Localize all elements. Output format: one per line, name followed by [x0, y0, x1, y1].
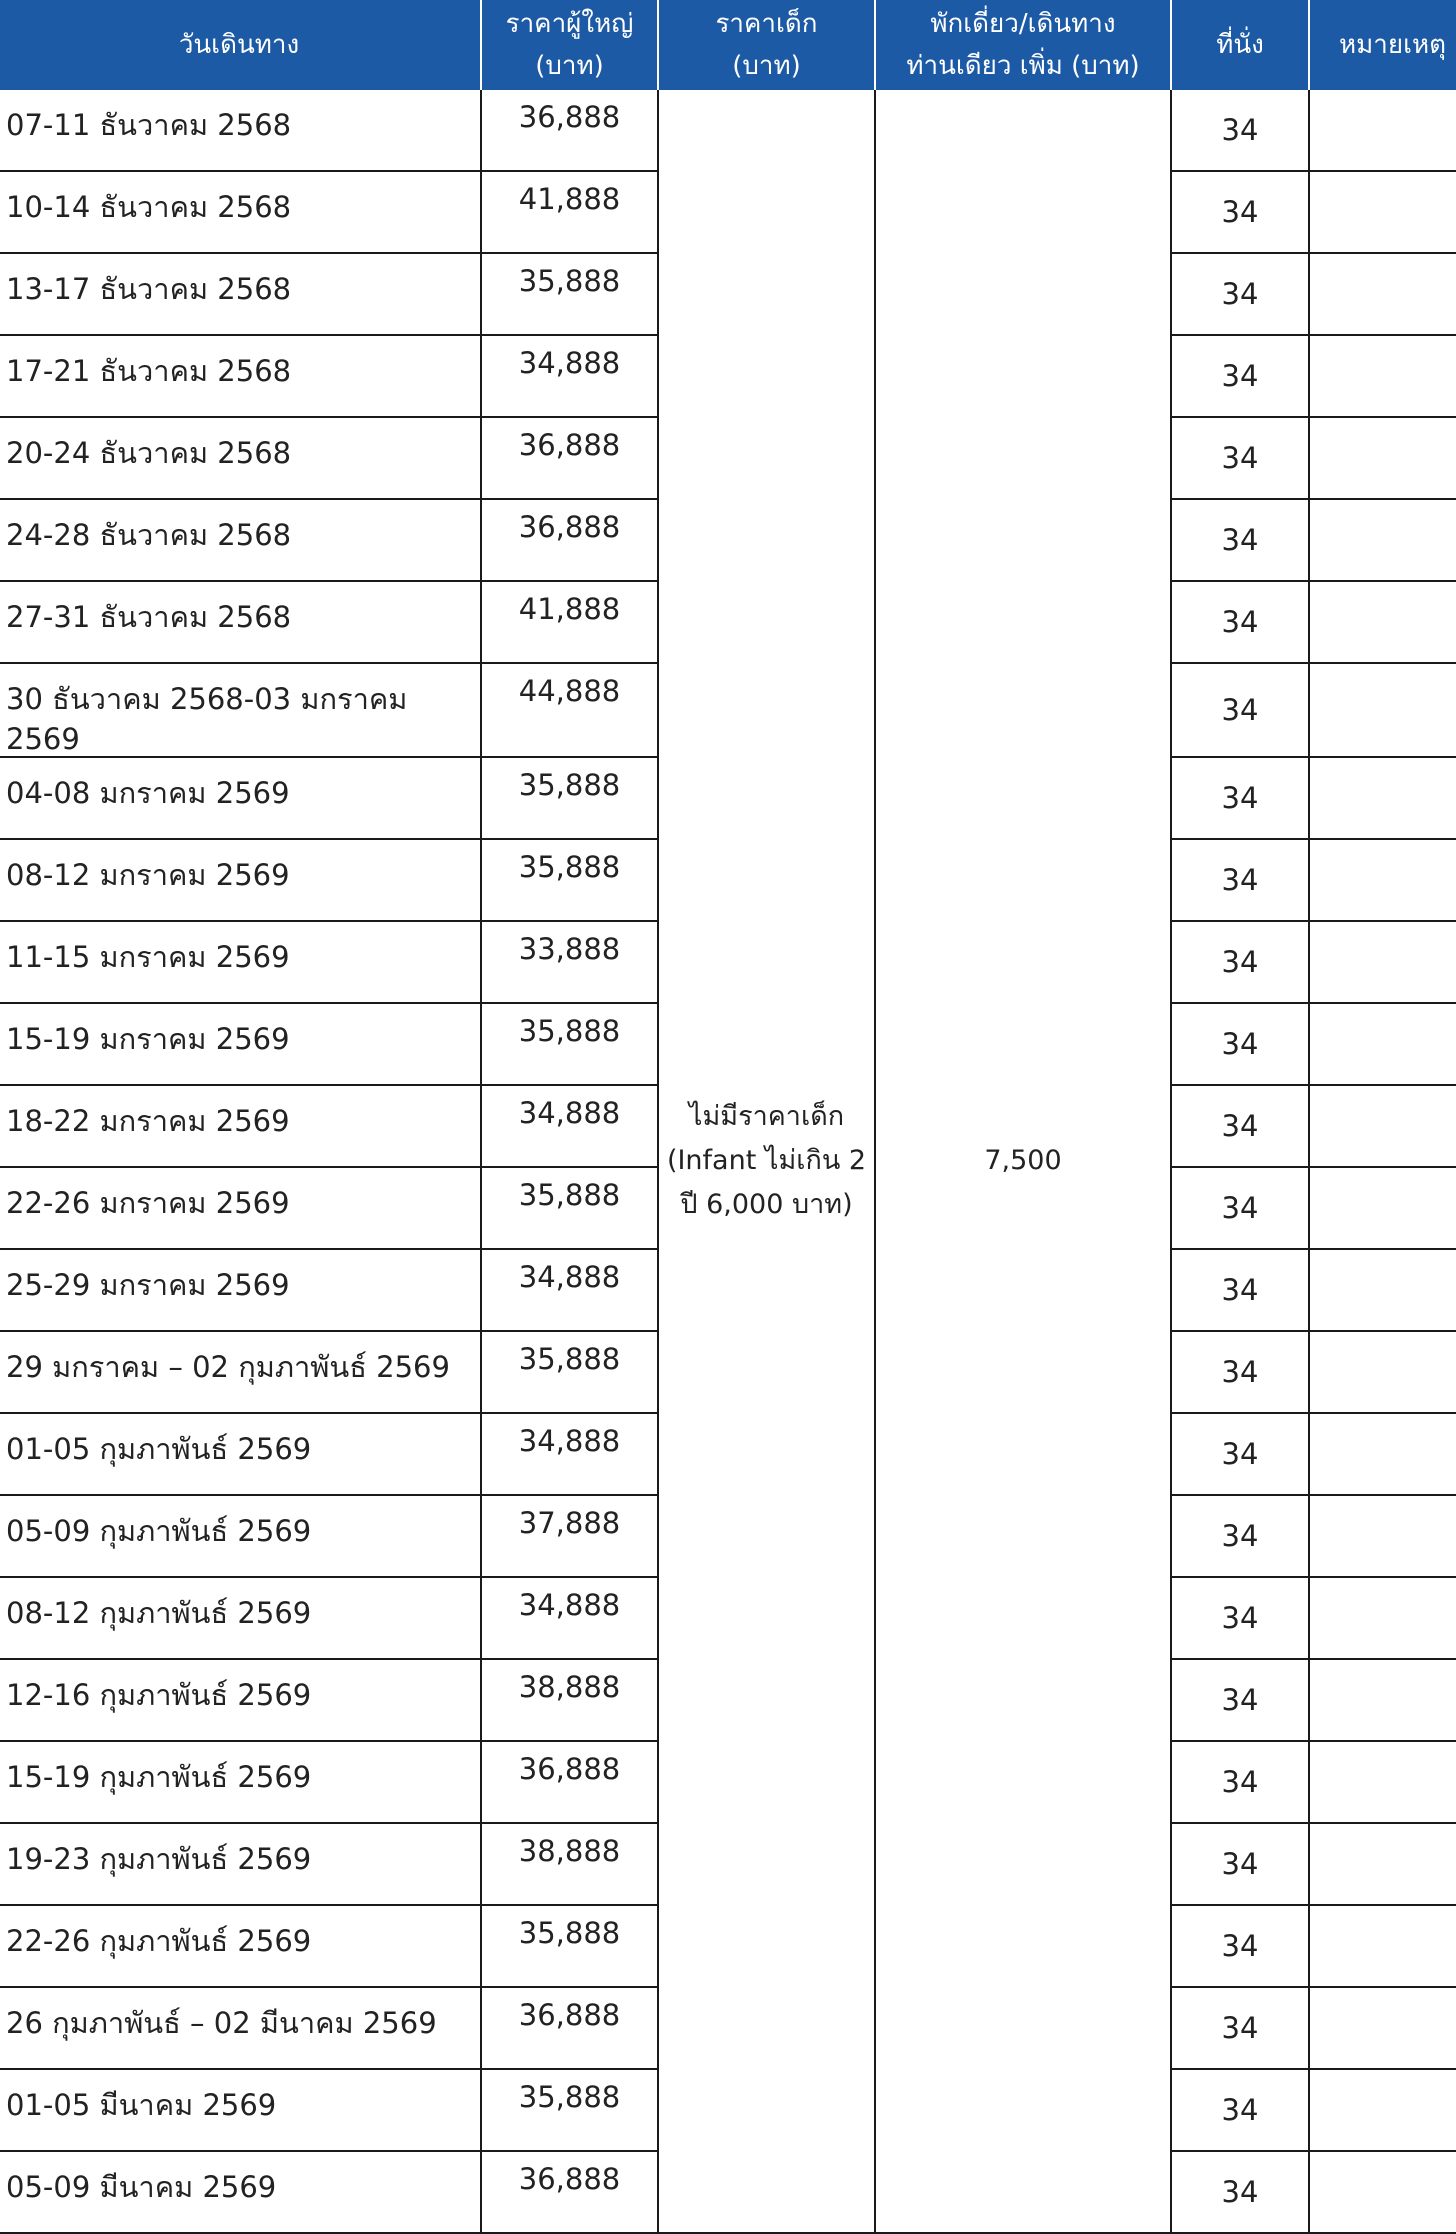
- seats-cell: 34: [1171, 253, 1309, 335]
- seats-cell: 34: [1171, 1905, 1309, 1987]
- adult-price-cell: 38,888: [481, 1823, 658, 1905]
- seats-cell: 34: [1171, 921, 1309, 1003]
- remark-cell: [1309, 1495, 1456, 1577]
- remark-cell: [1309, 417, 1456, 499]
- seats-cell: 34: [1171, 417, 1309, 499]
- header-seats: ที่นั่ง: [1171, 0, 1309, 90]
- remark-cell: [1309, 2069, 1456, 2151]
- adult-price-cell: 35,888: [481, 1331, 658, 1413]
- seats-cell: 34: [1171, 663, 1309, 757]
- remark-cell: [1309, 1003, 1456, 1085]
- departure-date-cell: 08-12 กุมภาพันธ์ 2569: [0, 1577, 481, 1659]
- seats-cell: 34: [1171, 2151, 1309, 2233]
- seats-cell: 34: [1171, 90, 1309, 171]
- adult-price-cell: 36,888: [481, 499, 658, 581]
- departure-date-cell: 29 มกราคม – 02 กุมภาพันธ์ 2569: [0, 1331, 481, 1413]
- remark-cell: [1309, 1823, 1456, 1905]
- remark-cell: [1309, 499, 1456, 581]
- remark-cell: [1309, 1659, 1456, 1741]
- departure-date-cell: 11-15 มกราคม 2569: [0, 921, 481, 1003]
- table-row: [0, 90, 1456, 171]
- departure-date-cell: 13-17 ธันวาคม 2568: [0, 253, 481, 335]
- remark-cell: [1309, 1905, 1456, 1987]
- seats-cell: 34: [1171, 1577, 1309, 1659]
- departure-date-cell: 30 ธันวาคม 2568-03 มกราคม 2569: [0, 663, 481, 757]
- departure-date-cell: 19-23 กุมภาพันธ์ 2569: [0, 1823, 481, 1905]
- adult-price-cell: 33,888: [481, 921, 658, 1003]
- adult-price-cell: 35,888: [481, 2069, 658, 2151]
- departure-date-cell: 27-31 ธันวาคม 2568: [0, 581, 481, 663]
- departure-date-cell: 05-09 กุมภาพันธ์ 2569: [0, 1495, 481, 1577]
- seats-cell: 34: [1171, 1249, 1309, 1331]
- remark-cell: [1309, 1085, 1456, 1167]
- child-price-note: ไม่มีราคาเด็ก (Infant ไม่เกิน 2 ปี 6,000 บาท): [658, 90, 875, 2233]
- departure-date-cell: 24-28 ธันวาคม 2568: [0, 499, 481, 581]
- adult-price-cell: 34,888: [481, 1577, 658, 1659]
- remark-cell: [1309, 1987, 1456, 2069]
- adult-price-cell: 44,888: [481, 663, 658, 757]
- remark-cell: [1309, 581, 1456, 663]
- remark-cell: [1309, 1249, 1456, 1331]
- header-remark: หมายเหตุ: [1309, 0, 1456, 90]
- remark-cell: [1309, 253, 1456, 335]
- departure-date-cell: 22-26 กุมภาพันธ์ 2569: [0, 1905, 481, 1987]
- remark-cell: [1309, 335, 1456, 417]
- remark-cell: [1309, 1413, 1456, 1495]
- seats-cell: 34: [1171, 1823, 1309, 1905]
- adult-price-cell: 34,888: [481, 1413, 658, 1495]
- table-header-row: [0, 0, 1456, 90]
- seats-cell: 34: [1171, 171, 1309, 253]
- adult-price-cell: 35,888: [481, 757, 658, 839]
- departure-date-cell: 08-12 มกราคม 2569: [0, 839, 481, 921]
- departure-date-cell: 12-16 กุมภาพันธ์ 2569: [0, 1659, 481, 1741]
- header-date: วันเดินทาง: [0, 0, 481, 90]
- departure-date-cell: 26 กุมภาพันธ์ – 02 มีนาคม 2569: [0, 1987, 481, 2069]
- seats-cell: 34: [1171, 1659, 1309, 1741]
- adult-price-cell: 36,888: [481, 90, 658, 171]
- seats-cell: 34: [1171, 1413, 1309, 1495]
- adult-price-cell: 36,888: [481, 2151, 658, 2233]
- adult-price-cell: 34,888: [481, 1085, 658, 1167]
- header-single-supplement: พักเดี่ยว/เดินทาง ท่านเดียว เพิ่ม (บาท): [875, 0, 1171, 90]
- departure-date-cell: 17-21 ธันวาคม 2568: [0, 335, 481, 417]
- seats-cell: 34: [1171, 1741, 1309, 1823]
- departure-date-cell: 07-11 ธันวาคม 2568: [0, 90, 481, 171]
- remark-cell: [1309, 757, 1456, 839]
- remark-cell: [1309, 2151, 1456, 2233]
- remark-cell: [1309, 663, 1456, 757]
- departure-date-cell: 01-05 มีนาคม 2569: [0, 2069, 481, 2151]
- adult-price-cell: 36,888: [481, 1987, 658, 2069]
- remark-cell: [1309, 1577, 1456, 1659]
- seats-cell: 34: [1171, 1495, 1309, 1577]
- adult-price-cell: 41,888: [481, 581, 658, 663]
- seats-cell: 34: [1171, 1987, 1309, 2069]
- remark-cell: [1309, 1167, 1456, 1249]
- departure-date-cell: 18-22 มกราคม 2569: [0, 1085, 481, 1167]
- seats-cell: 34: [1171, 757, 1309, 839]
- adult-price-cell: 41,888: [481, 171, 658, 253]
- departure-date-cell: 25-29 มกราคม 2569: [0, 1249, 481, 1331]
- departure-date-cell: 15-19 กุมภาพันธ์ 2569: [0, 1741, 481, 1823]
- table-body: [0, 90, 1456, 2233]
- header-child-price: ราคาเด็ก (บาท): [658, 0, 875, 90]
- departure-date-cell: 22-26 มกราคม 2569: [0, 1167, 481, 1249]
- departure-date-cell: 15-19 มกราคม 2569: [0, 1003, 481, 1085]
- seats-cell: 34: [1171, 1003, 1309, 1085]
- seats-cell: 34: [1171, 1167, 1309, 1249]
- adult-price-cell: 35,888: [481, 839, 658, 921]
- remark-cell: [1309, 90, 1456, 171]
- adult-price-cell: 36,888: [481, 417, 658, 499]
- seats-cell: 34: [1171, 839, 1309, 921]
- adult-price-cell: 35,888: [481, 1905, 658, 1987]
- single-supplement-value: 7,500: [875, 90, 1171, 2233]
- header-adult-price: ราคาผู้ใหญ่ (บาท): [481, 0, 658, 90]
- remark-cell: [1309, 921, 1456, 1003]
- departure-date-cell: 10-14 ธันวาคม 2568: [0, 171, 481, 253]
- departure-date-cell: 20-24 ธันวาคม 2568: [0, 417, 481, 499]
- remark-cell: [1309, 171, 1456, 253]
- departure-date-cell: 05-09 มีนาคม 2569: [0, 2151, 481, 2233]
- seats-cell: 34: [1171, 1085, 1309, 1167]
- adult-price-cell: 34,888: [481, 1249, 658, 1331]
- seats-cell: 34: [1171, 499, 1309, 581]
- adult-price-cell: 38,888: [481, 1659, 658, 1741]
- remark-cell: [1309, 1741, 1456, 1823]
- adult-price-cell: 34,888: [481, 335, 658, 417]
- seats-cell: 34: [1171, 1331, 1309, 1413]
- departure-date-cell: 01-05 กุมภาพันธ์ 2569: [0, 1413, 481, 1495]
- adult-price-cell: 35,888: [481, 253, 658, 335]
- adult-price-cell: 37,888: [481, 1495, 658, 1577]
- remark-cell: [1309, 1331, 1456, 1413]
- remark-cell: [1309, 839, 1456, 921]
- departure-date-cell: 04-08 มกราคม 2569: [0, 757, 481, 839]
- adult-price-cell: 35,888: [481, 1003, 658, 1085]
- seats-cell: 34: [1171, 581, 1309, 663]
- adult-price-cell: 35,888: [481, 1167, 658, 1249]
- seats-cell: 34: [1171, 2069, 1309, 2151]
- seats-cell: 34: [1171, 335, 1309, 417]
- adult-price-cell: 36,888: [481, 1741, 658, 1823]
